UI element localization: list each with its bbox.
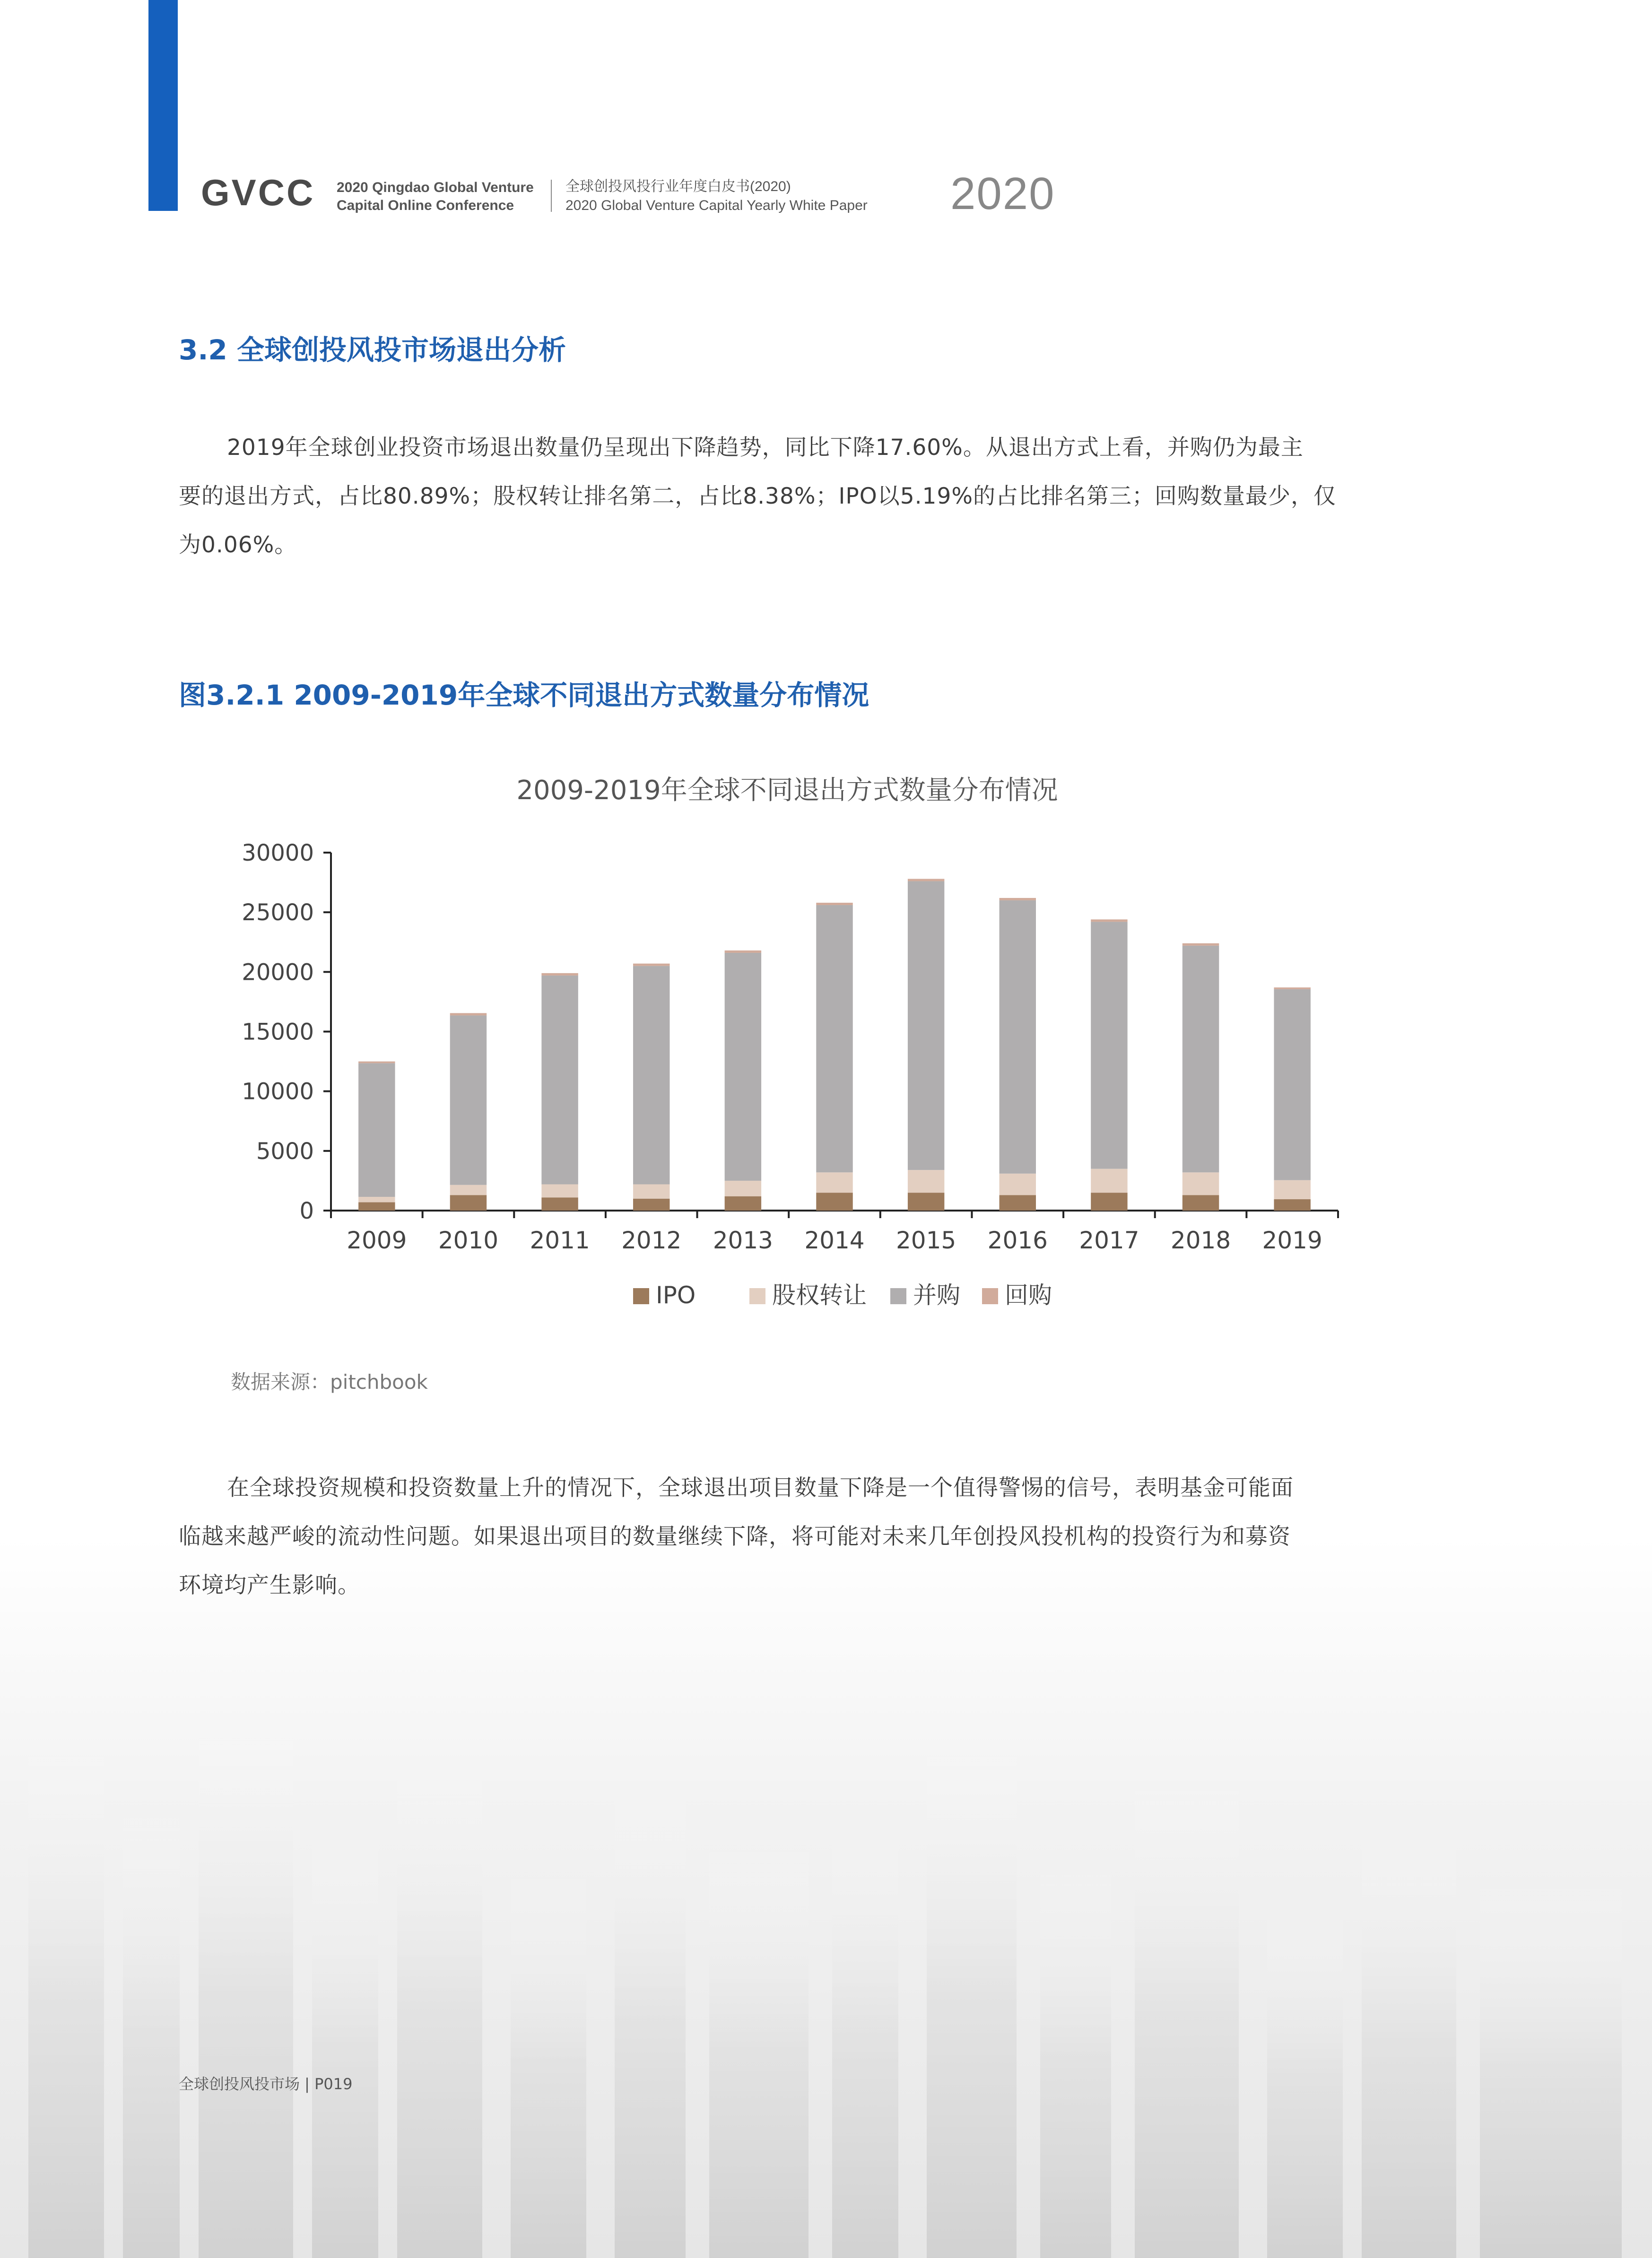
y-tick-label: 10000 — [242, 1078, 314, 1105]
x-tick-label: 2016 — [987, 1227, 1048, 1254]
bar-segment — [633, 1199, 669, 1211]
legend-label: 并购 — [913, 1282, 960, 1309]
paragraph-line: 在全球投资规模和投资数量上升的情况下，全球退出项目数量下降是一个值得警惕的信号，表明基金可能面 — [227, 1475, 1294, 1501]
legend-swatch — [982, 1288, 998, 1304]
bar-segment — [633, 1184, 669, 1198]
bar-segment — [450, 1015, 487, 1185]
y-tick-label: 5000 — [256, 1138, 314, 1165]
bar-segment — [1091, 922, 1127, 1168]
legend-swatch — [633, 1288, 649, 1304]
legend-label: 股权转让 — [772, 1282, 867, 1309]
x-tick-label: 2017 — [1079, 1227, 1139, 1254]
header-divider — [551, 180, 552, 212]
x-tick-label: 2011 — [530, 1227, 590, 1254]
y-tick-label: 30000 — [242, 840, 314, 866]
bar-segment — [908, 881, 944, 1170]
figure-heading: 图3.2.1 2009-2019年全球不同退出方式数量分布情况 — [179, 679, 869, 711]
paragraph-intro — [179, 423, 1427, 569]
bar-segment — [358, 1063, 395, 1197]
paragraph-conclusion — [179, 1464, 1427, 1610]
exit-method-stacked-bar-chart — [199, 757, 1409, 1324]
bar-segment — [1274, 987, 1310, 989]
legend-label: IPO — [656, 1282, 696, 1309]
y-axis — [242, 840, 331, 1224]
bar-segment — [725, 1196, 761, 1211]
x-tick-label: 2010 — [438, 1227, 499, 1254]
y-tick-label: 15000 — [242, 1019, 314, 1046]
bar-segment — [1091, 1193, 1127, 1211]
legend-swatch — [749, 1288, 765, 1304]
conference-line-1: 2020 Qingdao Global Venture — [337, 180, 534, 195]
bar-segment — [1182, 1195, 1219, 1211]
x-tick-label: 2018 — [1170, 1227, 1231, 1254]
whitepaper-title — [565, 177, 868, 215]
paragraph-line: 临越来越严峻的流动性问题。如果退出项目的数量继续下降，将可能对未来几年创投风投机构的投资行为和募资 — [179, 1524, 1291, 1550]
bar-segment — [541, 1184, 578, 1197]
bar-segment — [450, 1013, 487, 1015]
bar-segment — [358, 1202, 395, 1211]
paragraph-line: 为0.06%。 — [179, 532, 297, 558]
bar-segment — [541, 973, 578, 976]
bar-segment — [1182, 943, 1219, 946]
bar-segment — [1000, 898, 1036, 900]
chart-legend — [633, 1282, 1052, 1309]
header-accent-bar — [148, 0, 178, 211]
x-tick-label: 2019 — [1262, 1227, 1322, 1254]
chart-title: 2009-2019年全球不同退出方式数量分布情况 — [516, 775, 1058, 806]
bar-segment — [725, 950, 761, 953]
bar-segment — [1182, 1172, 1219, 1195]
y-tick-label: 25000 — [242, 899, 314, 926]
bar-segment — [1274, 1180, 1310, 1199]
background-skyline-image — [0, 1537, 1652, 2258]
x-tick-label: 2013 — [713, 1227, 773, 1254]
whitepaper-title-en: 2020 Global Venture Capital Yearly White Paper — [565, 198, 868, 213]
y-tick-label: 0 — [299, 1198, 314, 1224]
bar-segment — [1000, 1174, 1036, 1195]
bar-segment — [816, 905, 852, 1172]
bar-segment — [725, 1181, 761, 1196]
conference-name — [337, 179, 534, 215]
header-year: 2020 — [950, 168, 1055, 219]
gvcc-logo — [201, 174, 319, 212]
x-tick-label: 2014 — [804, 1227, 865, 1254]
bar-segment — [450, 1195, 487, 1211]
bar-segment — [1274, 1199, 1310, 1211]
bar-segment — [358, 1062, 395, 1064]
y-tick-label: 20000 — [242, 959, 314, 986]
section-heading: 3.2 全球创投风投市场退出分析 — [179, 334, 566, 366]
bar-segment — [633, 964, 669, 966]
paragraph-line: 环境均产生影响。 — [179, 1572, 360, 1598]
bar-segment — [633, 966, 669, 1185]
bar-segment — [725, 953, 761, 1181]
bar-segment — [541, 976, 578, 1185]
bar-segment — [908, 879, 944, 881]
whitepaper-title-cn: 全球创投风投行业年度白皮书(2020) — [565, 179, 791, 194]
bar-segment — [816, 1193, 852, 1211]
x-tick-label: 2009 — [347, 1227, 407, 1254]
legend-label: 回购 — [1005, 1282, 1052, 1309]
x-axis — [331, 1211, 1338, 1254]
bar-segment — [1274, 989, 1310, 1180]
bar-segment — [1000, 1195, 1036, 1211]
conference-line-2: Capital Online Conference — [337, 198, 514, 213]
legend-swatch — [890, 1288, 906, 1304]
bar-segment — [450, 1185, 487, 1195]
bar-segment — [816, 1172, 852, 1193]
bar-series-group — [358, 879, 1311, 1211]
bar-segment — [358, 1197, 395, 1202]
bar-segment — [908, 1170, 944, 1193]
bar-segment — [908, 1193, 944, 1211]
bar-segment — [1091, 1169, 1127, 1193]
bar-segment — [1000, 900, 1036, 1174]
x-tick-label: 2015 — [896, 1227, 956, 1254]
data-source-note: 数据来源：pitchbook — [231, 1370, 428, 1394]
bar-segment — [1182, 946, 1219, 1172]
bar-segment — [816, 903, 852, 905]
paragraph-line: 要的退出方式，占比80.89%；股权转让排名第二，占比8.38%；IPO以5.19%的占比排名第三；回购数量最少，仅 — [179, 483, 1337, 509]
x-tick-label: 2012 — [621, 1227, 682, 1254]
logo-text: GVCC — [201, 174, 315, 212]
page-footer: 全球创投风投市场 | P019 — [179, 2075, 353, 2093]
bar-segment — [1091, 919, 1127, 922]
bar-segment — [541, 1197, 578, 1211]
paragraph-line: 2019年全球创业投资市场退出数量仍呈现出下降趋势，同比下降17.60%。从退出方式上看，并购仍为最主 — [227, 435, 1304, 461]
